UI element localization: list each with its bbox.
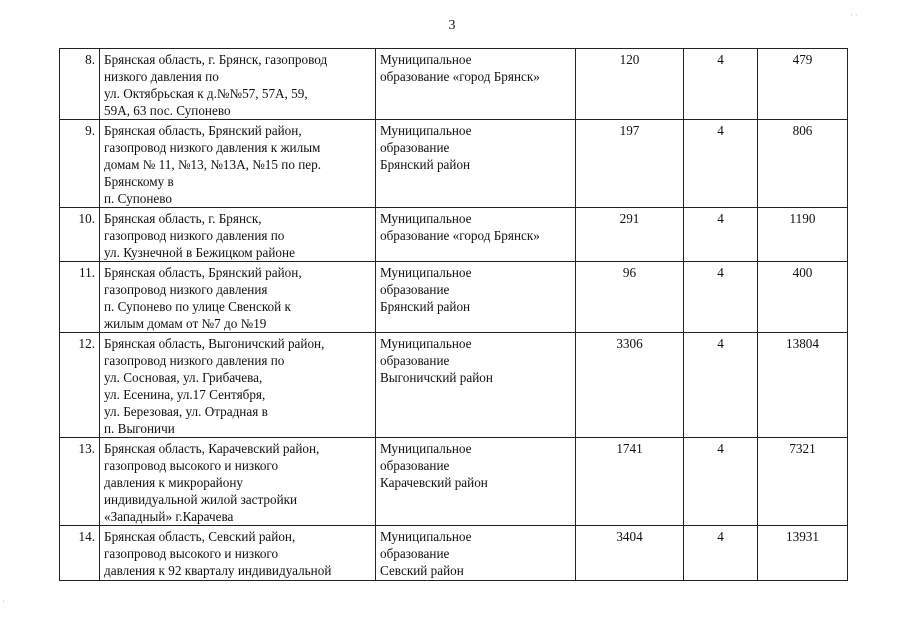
category-cell: 4 [684, 262, 758, 333]
row-number: 8. [60, 49, 100, 120]
object-description: Брянская область, Выгоничский район, газопровод низкого давления по ул. Сосновая, ул. Грибачева, ул. Есенина, ул.17 Сентября, ул. Березовая, ул. Отрадная в п. Выгоничи [100, 333, 376, 438]
gas-pipeline-table [59, 48, 848, 581]
object-description: Брянская область, Севский район, газопровод высокого и низкого давления к 92 кварталу индивидуальной [100, 526, 376, 581]
object-description: Брянская область, Брянский район, газопровод низкого давления к жилым домам № 11, №13, №13А, №15 по пер. Брянскому в п. Супонево [100, 120, 376, 208]
object-description: Брянская область, Карачевский район, газопровод высокого и низкого давления к микрорайону индивидуальной жилой застройки «Западный» г.Карачева [100, 438, 376, 526]
length-cell: 291 [576, 208, 684, 262]
table-row [60, 438, 848, 526]
length-cell: 3404 [576, 526, 684, 581]
row-number: 14. [60, 526, 100, 581]
row-number: 11. [60, 262, 100, 333]
object-description: Брянская область, г. Брянск, газопровод низкого давления по ул. Кузнечной в Бежицком районе [100, 208, 376, 262]
length-cell: 197 [576, 120, 684, 208]
owner-cell: Муниципальное образование «город Брянск» [376, 49, 576, 120]
value-cell: 1190 [758, 208, 848, 262]
category-cell: 4 [684, 438, 758, 526]
length-cell: 120 [576, 49, 684, 120]
table-row [60, 262, 848, 333]
row-number: 12. [60, 333, 100, 438]
length-cell: 3306 [576, 333, 684, 438]
scan-artifact-left-edge: · [2, 596, 5, 606]
owner-cell: Муниципальное образование Брянский район [376, 120, 576, 208]
table-row [60, 526, 848, 581]
value-cell: 13931 [758, 526, 848, 581]
category-cell: 4 [684, 120, 758, 208]
row-number: 10. [60, 208, 100, 262]
owner-cell: Муниципальное образование Севский район [376, 526, 576, 581]
value-cell: 479 [758, 49, 848, 120]
scan-artifact-top-right: · · [850, 10, 859, 20]
table-row [60, 333, 848, 438]
category-cell: 4 [684, 208, 758, 262]
table-row [60, 208, 848, 262]
value-cell: 7321 [758, 438, 848, 526]
page-number: 3 [448, 18, 457, 33]
owner-cell: Муниципальное образование «город Брянск» [376, 208, 576, 262]
table-row [60, 120, 848, 208]
owner-cell: Муниципальное образование Брянский район [376, 262, 576, 333]
table-row [60, 49, 848, 120]
row-number: 9. [60, 120, 100, 208]
length-cell: 96 [576, 262, 684, 333]
category-cell: 4 [684, 526, 758, 581]
length-cell: 1741 [576, 438, 684, 526]
row-number: 13. [60, 438, 100, 526]
category-cell: 4 [684, 49, 758, 120]
value-cell: 400 [758, 262, 848, 333]
object-description: Брянская область, Брянский район, газопровод низкого давления п. Супонево по улице Свенской к жилым домам от №7 до №19 [100, 262, 376, 333]
owner-cell: Муниципальное образование Выгоничский район [376, 333, 576, 438]
category-cell: 4 [684, 333, 758, 438]
owner-cell: Муниципальное образование Карачевский район [376, 438, 576, 526]
value-cell: 806 [758, 120, 848, 208]
value-cell: 13804 [758, 333, 848, 438]
object-description: Брянская область, г. Брянск, газопровод низкого давления по ул. Октябрьская к д.№№57, 57А, 59, 59А, 63 пос. Супонево [100, 49, 376, 120]
